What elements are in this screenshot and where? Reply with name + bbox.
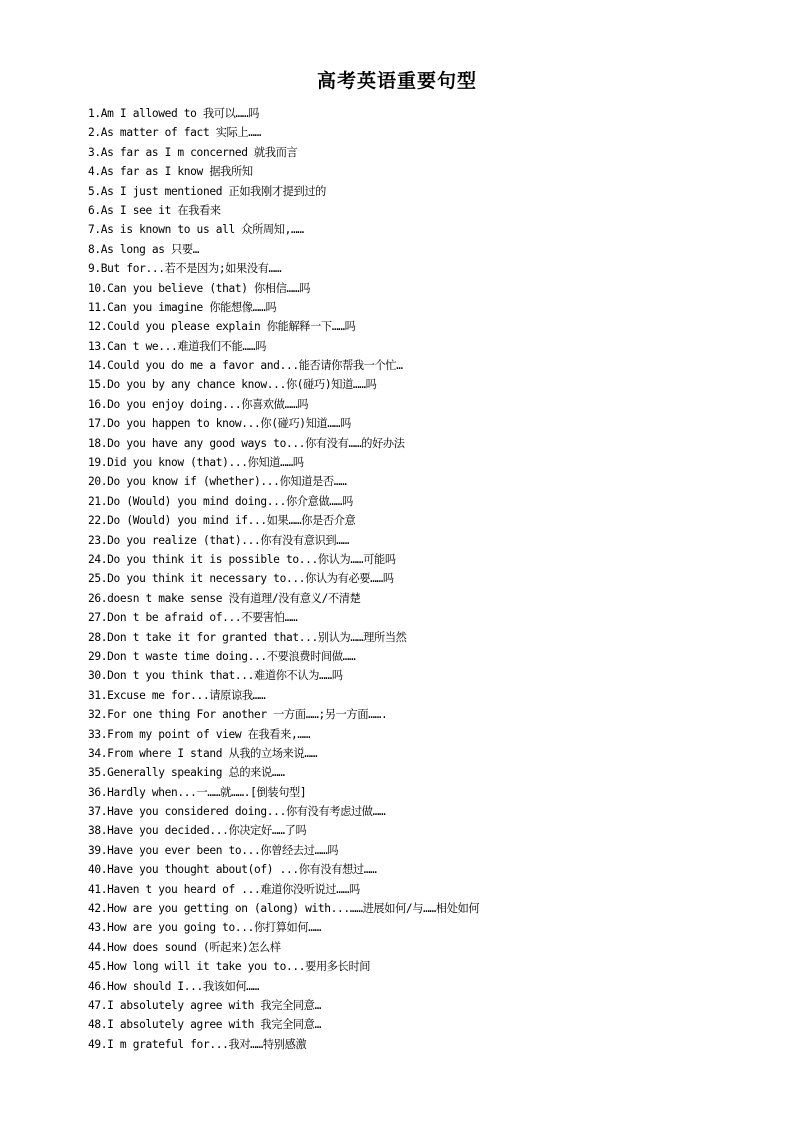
document-title: 高考英语重要句型: [316, 70, 477, 92]
list-item: 30.Don t you think that...难道你不认为……吗: [88, 669, 343, 683]
list-item: 35.Generally speaking 总的来说……: [88, 766, 285, 780]
list-item: 31.Excuse me for...请原谅我……: [88, 688, 266, 702]
list-item: 2.As matter of fact 实际上……: [88, 126, 261, 140]
list-item: 33.From my point of view 在我看来,……: [88, 727, 311, 741]
list-item: 40.Have you thought about(of) ...你有没有想过……: [88, 863, 377, 877]
list-item: 11.Can you imagine 你能想像……吗: [88, 300, 277, 314]
list-item: 45.How long will it take you to...要用多长时间: [88, 960, 371, 974]
list-item: 24.Do you think it is possible to...你认为……可能吗: [88, 552, 396, 566]
list-item: 6.As I see it 在我看来: [88, 203, 221, 217]
list-item: 29.Don t waste time doing...不要浪费时间做……: [88, 649, 356, 663]
list-item: 47.I absolutely agree with 我完全同意…: [88, 998, 321, 1012]
list-item: 3.As far as I m concerned 就我而言: [88, 145, 298, 159]
list-item: 25.Do you think it necessary to...你认为有必要……吗: [88, 572, 394, 586]
list-item: 5.As I just mentioned 正如我刚才提到过的: [88, 184, 327, 198]
sentence-pattern-list: [88, 104, 778, 1054]
list-item: 23.Do you realize (that)...你有没有意识到……: [88, 533, 350, 547]
list-item: 39.Have you ever been to...你曾经去过……吗: [88, 843, 339, 857]
list-item: 14.Could you do me a favor and...能否请你帮我一个忙…: [88, 359, 403, 373]
list-item: 43.How are you going to...你打算如何……: [88, 921, 321, 935]
list-item: 12.Could you please explain 你能解释一下……吗: [88, 320, 356, 334]
list-item: 34.From where I stand 从我的立场来说……: [88, 746, 318, 760]
list-item: 17.Do you happen to know...你(碰巧)知道……吗: [88, 417, 351, 431]
list-item: 16.Do you enjoy doing...你喜欢做……吗: [88, 397, 309, 411]
list-item: 10.Can you believe (that) 你相信……吗: [88, 281, 311, 295]
list-item: 28.Don t take it for granted that...别认为……理所当然: [88, 630, 407, 644]
list-item: 13.Can t we...难道我们不能……吗: [88, 339, 267, 353]
list-item: 8.As long as 只要…: [88, 242, 200, 256]
list-item: 49.I m grateful for...我对……特别感激: [88, 1037, 307, 1051]
list-item: 37.Have you considered doing...你有没有考虑过做……: [88, 805, 386, 819]
list-item: 32.For one thing For another 一方面……;另一方面…….: [88, 708, 388, 722]
list-item: 9.But for...若不是因为;如果没有……: [88, 262, 282, 276]
list-item: 26.doesn t make sense 没有道理/没有意义/不清楚: [88, 591, 361, 605]
list-item: 18.Do you have any good ways to...你有没有……的好办法: [88, 436, 405, 450]
list-item: 46.How should I...我该如何……: [88, 979, 260, 993]
list-item: 1.Am I allowed to 我可以……吗: [88, 107, 260, 120]
list-item: 19.Did you know (that)...你知道……吗: [88, 456, 304, 470]
list-item: 7.As is known to us all 众所周知,……: [88, 223, 304, 237]
list-item: 27.Don t be afraid of...不要害怕……: [88, 611, 298, 625]
list-item: 41.Haven t you heard of ...难道你没听说过……吗: [88, 882, 360, 896]
list-item: 38.Have you decided...你决定好……了吗: [88, 824, 307, 838]
list-item: 22.Do (Would) you mind if...如果……你是否介意: [88, 514, 356, 528]
list-item: 36.Hardly when...一……就…….[倒装句型]: [88, 785, 307, 799]
list-item: 48.I absolutely agree with 我完全同意…: [88, 1018, 321, 1032]
list-item: 21.Do (Would) you mind doing...你介意做……吗: [88, 494, 353, 508]
list-item: 42.How are you getting on (along) with...……进展如何/与……相处如何: [88, 902, 480, 916]
list-item: 4.As far as I know 据我所知: [88, 165, 253, 179]
list-item: 44.How does sound (听起来)怎么样: [88, 940, 281, 954]
list-item: 15.Do you by any chance know...你(碰巧)知道……吗: [88, 378, 377, 392]
list-item: 20.Do you know if (whether)...你知道是否……: [88, 475, 347, 489]
